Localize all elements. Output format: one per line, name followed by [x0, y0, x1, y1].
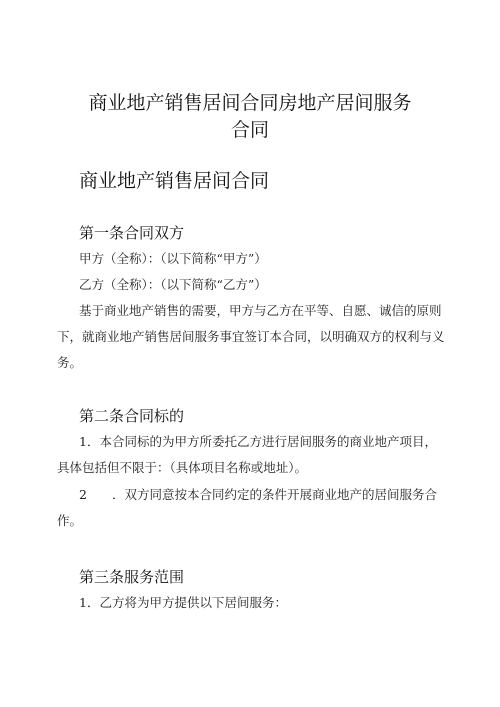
paragraph-line: 具体包括但不限于：（具体项目名称或地址）。: [57, 460, 308, 475]
paragraph-line: 甲方（全称）：（以下简称“甲方”）: [79, 251, 267, 266]
paragraph-line: 务。: [57, 355, 83, 370]
document-title-line-2: 合同: [230, 119, 269, 141]
paragraph-line: 基于商业地产销售的需要，甲方与乙方在平等、自愿、诚信的原则: [79, 303, 442, 318]
section-heading-2: 第二条合同标的: [79, 407, 185, 425]
paragraph-line: 1．本合同标的为甲方所委托乙方进行居间服务的商业地产项目，: [79, 434, 437, 449]
paragraph-line: 1．乙方将为甲方提供以下居间服务：: [79, 595, 287, 610]
document-title-line-1: 商业地产销售居间合同房地产居间服务: [88, 92, 412, 114]
paragraph-line: 下，就商业地产销售居间服务事宜签订本合同，以明确双方的权利与义: [57, 329, 445, 344]
paragraph-line: 2 ．双方同意按本合同约定的条件开展商业地产的居间服务合: [79, 487, 437, 502]
paragraph-line: 乙方（全称）：（以下简称“乙方”）: [79, 277, 267, 292]
section-heading-3: 第三条服务范围: [79, 568, 185, 586]
paragraph-line: 作。: [57, 513, 83, 528]
document-subtitle: 商业地产销售居间合同: [79, 170, 270, 192]
section-heading-1: 第一条合同双方: [79, 224, 185, 242]
